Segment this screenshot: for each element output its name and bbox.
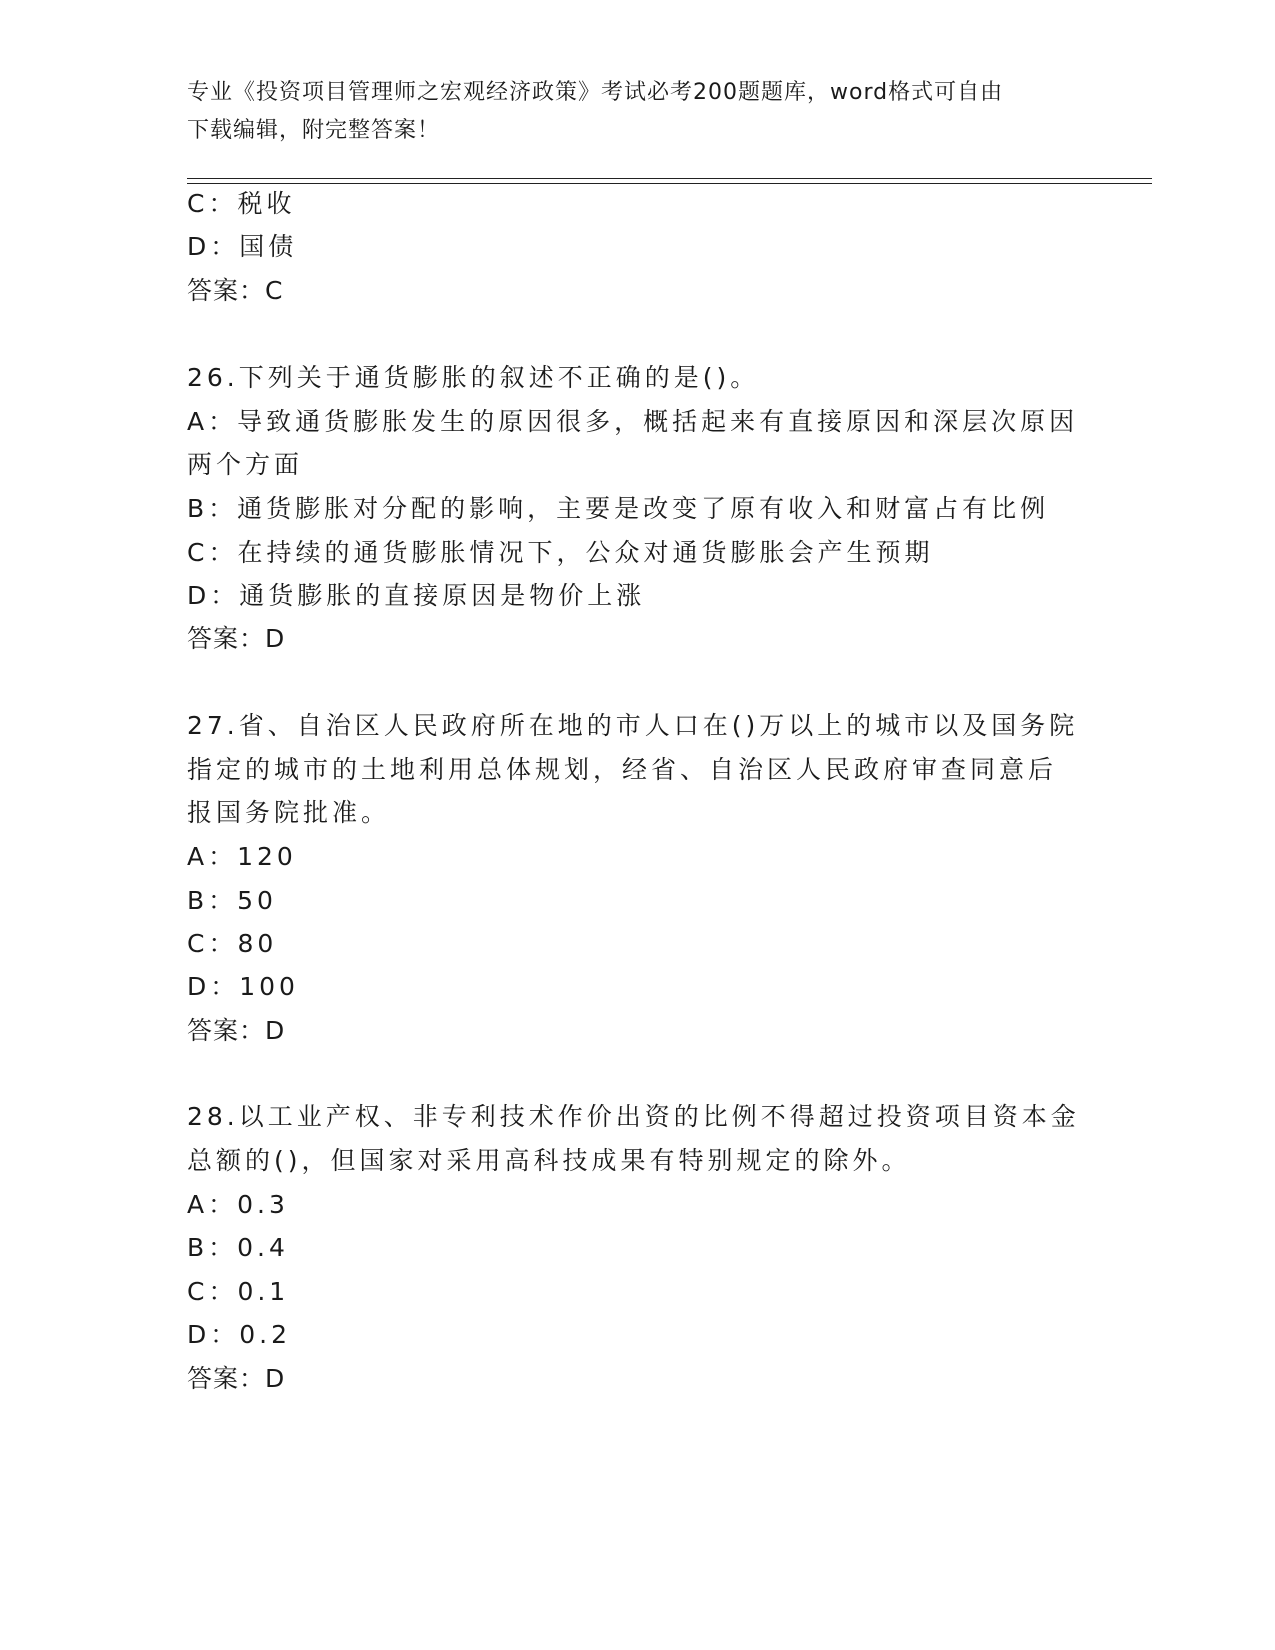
option-d: D：0.2 bbox=[187, 1320, 292, 1349]
option-b: B：0.4 bbox=[187, 1233, 289, 1262]
option-d: D：100 bbox=[187, 972, 299, 1001]
option-c: C：80 bbox=[187, 929, 278, 958]
header-divider-bottom bbox=[187, 183, 1152, 184]
option-a-continued: 两个方面 bbox=[187, 450, 304, 479]
answer-line: 答案：D bbox=[187, 624, 286, 653]
question-stem-line-3: 报国务院批准。 bbox=[187, 798, 391, 827]
option-a: A：0.3 bbox=[187, 1190, 289, 1219]
option-a: A：导致通货膨胀发生的原因很多，概括起来有直接原因和深层次原因 bbox=[187, 407, 1079, 436]
header-title-line-2: 下载编辑，附完整答案！ bbox=[187, 118, 441, 143]
option-c: C：在持续的通货膨胀情况下，公众对通货膨胀会产生预期 bbox=[187, 538, 934, 567]
question-stem-line-1: 28.以工业产权、非专利技术作价出资的比例不得超过投资项目资本金 bbox=[187, 1102, 1080, 1131]
document-header bbox=[187, 74, 1087, 150]
header-title-line-1: 专业《投资项目管理师之宏观经济政策》考试必考200题题库，word格式可自由 bbox=[187, 80, 1004, 105]
answer-line: 答案：D bbox=[187, 1016, 286, 1045]
option-c: C：0.1 bbox=[187, 1277, 290, 1306]
option-c: C：税收 bbox=[187, 189, 296, 218]
option-a: A：120 bbox=[187, 842, 297, 871]
question-stem-line-2: 指定的城市的土地利用总体规划，经省、自治区人民政府审查同意后 bbox=[187, 755, 1058, 784]
option-b: B：50 bbox=[187, 886, 277, 915]
option-d: D：通货膨胀的直接原因是物价上涨 bbox=[187, 581, 646, 610]
header-divider-top bbox=[187, 178, 1152, 179]
option-b: B：通货膨胀对分配的影响，主要是改变了原有收入和财富占有比例 bbox=[187, 494, 1050, 523]
question-stem-line-1: 27.省、自治区人民政府所在地的市人口在()万以上的城市以及国务院 bbox=[187, 711, 1079, 740]
answer-line: 答案：D bbox=[187, 1364, 286, 1393]
answer-line: 答案：C bbox=[187, 276, 284, 305]
question-stem: 26.下列关于通货膨胀的叙述不正确的是()。 bbox=[187, 363, 760, 392]
question-stem-line-2: 总额的()，但国家对采用高科技成果有特别规定的除外。 bbox=[187, 1146, 911, 1175]
option-d: D：国债 bbox=[187, 232, 298, 261]
